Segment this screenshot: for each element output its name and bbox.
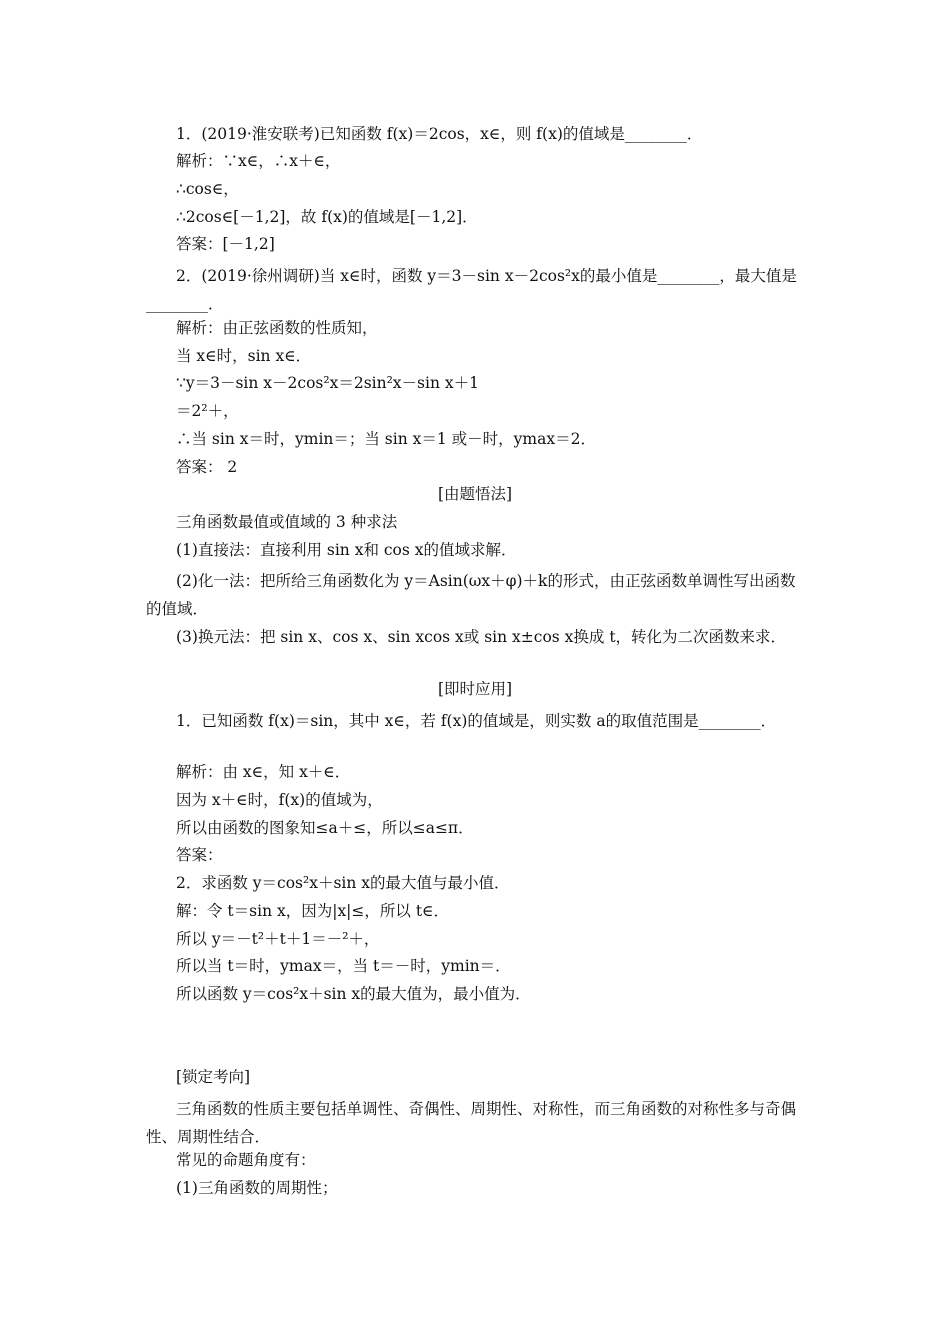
- application-2-solution-step-3: 所以当 t＝时，ymax＝，当 t＝－时，ymin＝．: [176, 957, 511, 975]
- section-heading-method: [由题悟法]: [437, 485, 513, 503]
- problem-1-solution-step-1: 解析：∵x∈，∴x＋∈，: [176, 152, 341, 170]
- problem-2-answer: 答案： 2: [176, 458, 238, 476]
- application-1-solution-step-2: 因为 x＋∈时，f(x)的值域为，: [176, 791, 383, 809]
- section-heading-direction: [锁定考向]: [176, 1068, 251, 1086]
- problem-2-solution-step-5: ∴当 sin x＝时，ymin＝；当 sin x＝1 或－时，ymax＝2．: [176, 430, 596, 448]
- application-2-solution-step-1: 解：令 t＝sin x，因为|x|≤，所以 t∈．: [176, 902, 450, 920]
- method-title: 三角函数最值或值域的 3 种求法: [176, 513, 398, 531]
- problem-2-statement: 2．(2019·徐州调研)当 x∈时，函数 y＝3－sin x－2cos²x的最小值是________，最大值是________．: [146, 267, 797, 313]
- problem-2-solution-step-2: 当 x∈时，sin x∈．: [176, 347, 312, 365]
- problem-1-answer: 答案：[－1,2]: [176, 235, 275, 253]
- application-1-solution-step-1: 解析：由 x∈，知 x＋∈．: [176, 763, 351, 781]
- problem-2-solution-step-1: 解析：由正弦函数的性质知，: [176, 319, 378, 337]
- section-heading-application: [即时应用]: [437, 680, 513, 698]
- problem-1-solution-step-2: ∴cos∈，: [176, 180, 239, 198]
- application-2-statement: 2．求函数 y＝cos²x＋sin x的最大值与最小值．: [176, 874, 510, 892]
- method-3: (3)换元法：把 sin x、cos x、sin xcos x或 sin x±cos x换成 t，转化为二次函数来求．: [176, 628, 787, 646]
- method-1: (1)直接法：直接利用 sin x和 cos x的值域求解．: [176, 541, 517, 559]
- direction-paragraph: 三角函数的性质主要包括单调性、奇偶性、周期性、对称性，而三角函数的对称性多与奇偶性、周期性结合．: [146, 1100, 797, 1146]
- direction-item-1: (1)三角函数的周期性；: [176, 1179, 338, 1197]
- application-1-statement: 1．已知函数 f(x)＝sin，其中 x∈，若 f(x)的值域是，则实数 a的取值范围是________．: [176, 712, 777, 730]
- problem-2-solution-step-3: ∵y＝3－sin x－2cos²x＝2sin²x－sin x＋1: [176, 374, 479, 392]
- application-1-answer: 答案：: [176, 846, 223, 864]
- method-2: (2)化一法：把所给三角函数化为 y＝Asin(ωx＋φ)＋k的形式，由正弦函数单调性写出函数的值域．: [146, 572, 796, 618]
- problem-2-solution-step-4: ＝2²＋，: [176, 402, 239, 420]
- problem-1-solution-step-3: ∴2cos∈[－1,2]，故 f(x)的值域是[－1,2]．: [176, 208, 478, 226]
- problem-1-statement: 1．(2019·淮安联考)已知函数 f(x)＝2cos，x∈，则 f(x)的值域是________．: [176, 125, 703, 143]
- direction-subtitle: 常见的命题角度有：: [176, 1151, 316, 1169]
- application-2-solution-step-4: 所以函数 y＝cos²x＋sin x的最大值为，最小值为．: [176, 985, 531, 1003]
- application-2-solution-step-2: 所以 y＝－t²＋t＋1＝－²＋，: [176, 930, 380, 948]
- application-1-solution-step-3: 所以由函数的图象知≤a＋≤，所以≤a≤π．: [176, 819, 474, 837]
